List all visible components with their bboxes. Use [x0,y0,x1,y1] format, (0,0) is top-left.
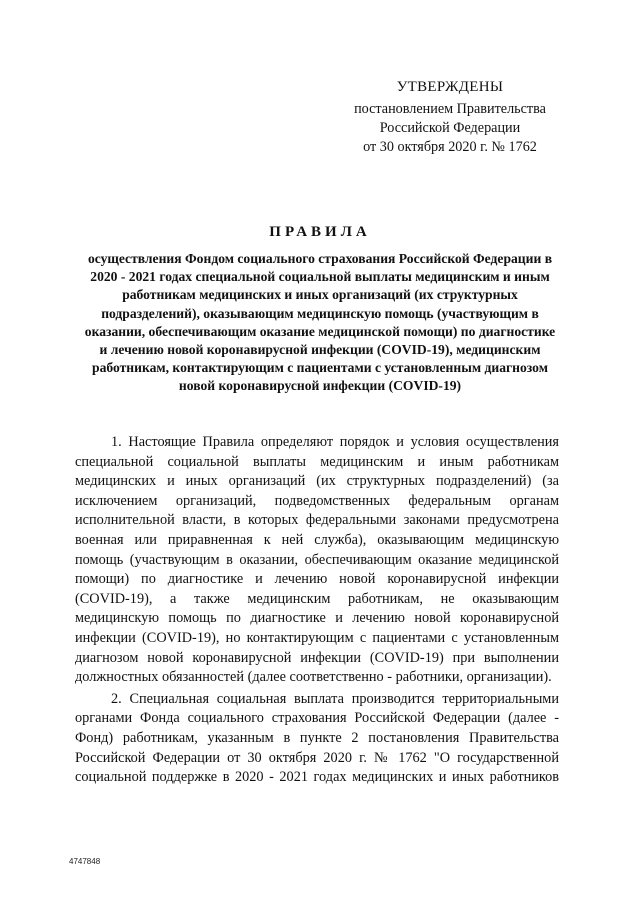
approval-line-3: от 30 октября 2020 г. № 1762 [363,139,537,155]
approval-heading: УТВЕРЖДЕНЫ [396,79,504,95]
document-title: ПРАВИЛА [269,224,371,240]
approval-block [330,78,570,157]
document-body [75,433,559,790]
approval-line-2: Российской Федерации [379,120,521,136]
document-code: 4747848 [69,857,101,866]
approval-line-1: постановлением Правительства [354,101,546,117]
paragraph-1: 1. Настоящие Правила определяют порядок и условия осуществления специальной социальной выплаты медицинским и иным работникам медицинских и иных организаций (их структурных подразделений) (за исключением организаций, подведомственных федеральным органам исполнительной власти, в которых федеральными законами предусмотрена военная или приравненная к ней служба), оказывающим медицинскую помощь (участвующим в оказании, обеспечивающим оказание медицинской помощи) по диагностике и лечению новой коронавирусной инфекции (COVID-19), а также медицинским работникам, не оказывающим медицинскую помощь по диагностике и лечению новой коронавирусной инфекции (COVID-19), но контактирующим с пациентами с установленным диагнозом новой коронавирусной инфекции (COVID-19) при выполнении должностных обязанностей (далее соответственно - работники, организации). [75,434,559,686]
document-subtitle: осуществления Фондом социального страхования Российской Федерации в 2020 - 2021 годах специальной социальной выплаты медицинским и иным работникам медицинских и иных организаций (их структурных подразделений), оказывающим медицинскую помощь (участвующим в оказании, обеспечивающим оказание медицинской помощи) по диагностике и лечению новой коронавирусной инфекции (COVID-19), медицинским работникам, контактирующим с пациентами с установленным диагнозом новой коронавирусной инфекции (COVID-19) [84,251,556,394]
paragraph-2: 2. Специальная социальная выплата производится территориальными органами Фонда социального страхования Российской Федерации (далее - Фонд) работникам, указанным в пункте 2 постановления Правительства Российской Федерации от 30 октября 2020 г. № 1762 "О государственной социальной поддержке в 2020 - 2021 годах медицинских и иных работников [75,690,559,786]
